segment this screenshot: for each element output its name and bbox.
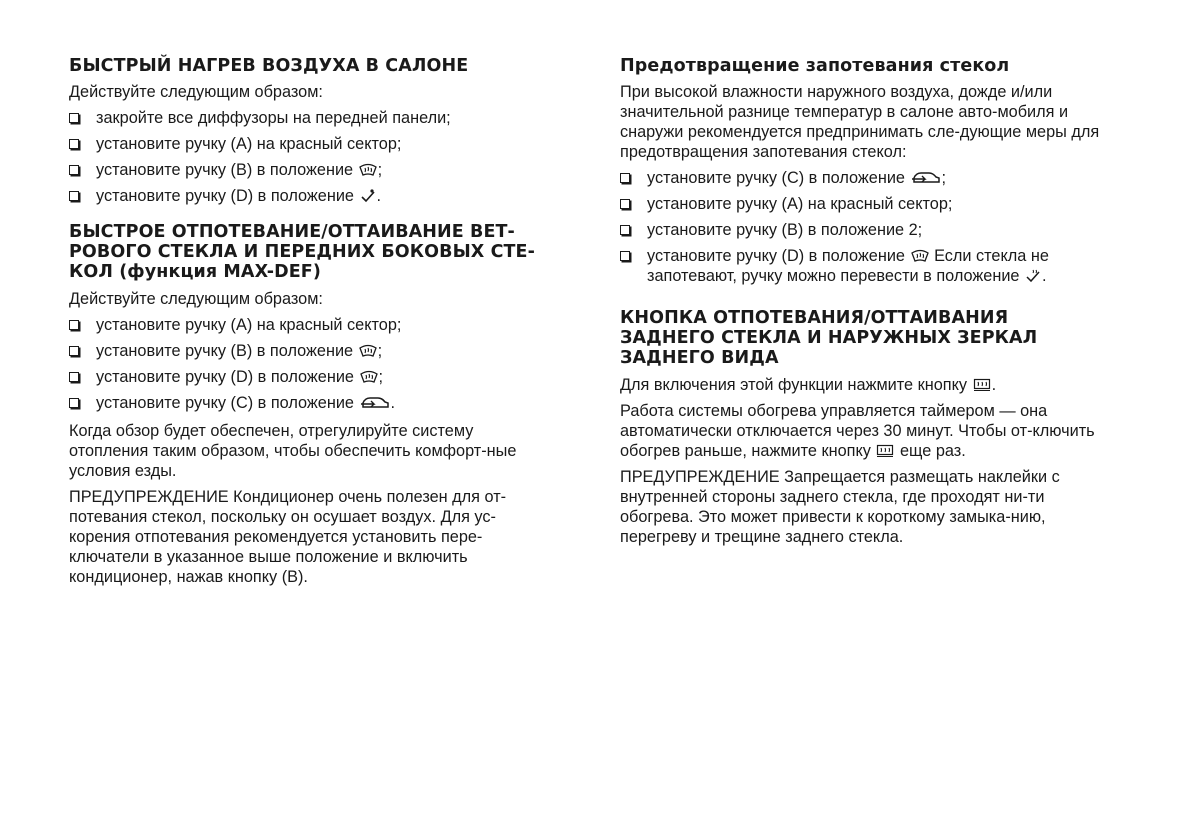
checkbox-bullet-icon [69, 113, 79, 123]
rear-defrost-icon [973, 378, 991, 392]
list-item: установите ручку (В) в положение ; [69, 341, 557, 361]
rear-defrost-icon [876, 444, 894, 458]
checkbox-bullet-icon [69, 191, 79, 201]
section-title-rear-defrost: КНОПКА ОТПОТЕВАНИЯ/ОТТАИВАНИЯ ЗАДНЕГО СТЕКЛА И НАРУЖНЫХ ЗЕРКАЛ ЗАДНЕГО ВИДА [620, 308, 1038, 368]
list-item: установите ручку (А) на красный сектор; [69, 134, 557, 154]
paragraph-comfort: Когда обзор будет обеспечен, отрегулируйте систему отопления таким образом, чтобы обеспечить комфорт-ные условия езды. [69, 422, 517, 480]
checkbox-bullet-icon [69, 372, 79, 382]
checkbox-bullet-icon [69, 139, 79, 149]
list-item: установите ручку (D) в положение Если стекла не запотевают, ручку можно перевести в положение . [620, 246, 1108, 286]
left-column [69, 56, 557, 593]
outside-air-icon [911, 171, 941, 185]
list-item: установите ручку (В) в положение ; [69, 160, 557, 180]
list-item: установите ручку (А) на красный сектор; [69, 315, 557, 335]
list-item: установите ручку (С) в положение ; [620, 168, 1108, 188]
section-intro: При высокой влажности наружного воздуха, дожде и/или значительной разнице температур в салоне авто-мобиля и снаружи рекомендуется предпринимать сле-дующие меры для предотвращения запотевания стекол: [620, 83, 1100, 161]
feet-airflow-icon [360, 189, 376, 203]
windshield-defrost-icon [911, 249, 929, 263]
checkbox-bullet-icon [620, 225, 630, 235]
list-item: установите ручку (В) в положение 2; [620, 220, 1108, 240]
checkbox-bullet-icon [620, 199, 630, 209]
list-item: установите ручку (С) в положение . [69, 393, 557, 413]
instruction-list [69, 108, 557, 206]
checkbox-bullet-icon [620, 251, 630, 261]
list-item: закройте все диффузоры на передней панели; [69, 108, 557, 128]
checkbox-bullet-icon [69, 165, 79, 175]
windshield-defrost-icon [360, 370, 378, 384]
paragraph-timer: Работа системы обогрева управляется таймером — она автоматически отключается через 30 минут. Чтобы от-ключить обогрев раньше, нажмите кнопку еще раз. [620, 402, 1095, 460]
checkbox-bullet-icon [69, 398, 79, 408]
checkbox-bullet-icon [69, 320, 79, 330]
warning-paragraph: ПРЕДУПРЕЖДЕНИЕ Кондиционер очень полезен для от-потевания стекол, поскольку он осушает воздух. Для ус-корения отпотевания рекомендуется установить пере-ключатели в указанное выше положение и включить кондиционер, нажав кнопку (В). [69, 488, 507, 586]
paragraph-enable: Для включения этой функции нажмите кнопку . [620, 376, 997, 394]
list-item: установите ручку (D) в положение ; [69, 367, 557, 387]
section-title-prevent-fogging: Предотвращение запотевания стекол [620, 56, 1010, 76]
list-item: установите ручку (А) на красный сектор; [620, 194, 1108, 214]
section-title-quick-heating: БЫСТРЫЙ НАГРЕВ ВОЗДУХА В САЛОНЕ [69, 56, 469, 76]
warning-paragraph: ПРЕДУПРЕЖДЕНИЕ Запрещается размещать наклейки с внутренней стороны заднего стекла, где проходят ни-ти обогрева. Это может привести к короткому замыка-нию, перегреву и трещине заднего стекла. [620, 468, 1060, 546]
windshield-defrost-icon [359, 344, 377, 358]
section-intro: Действуйте следующим образом: [69, 83, 323, 101]
windshield-defrost-icon [359, 163, 377, 177]
instruction-list [620, 168, 1108, 286]
list-item: установите ручку (D) в положение . [69, 186, 557, 206]
checkbox-bullet-icon [69, 346, 79, 356]
section-intro: Действуйте следующим образом: [69, 290, 323, 308]
instruction-list [69, 315, 557, 413]
defrost-feet-icon [1025, 269, 1041, 283]
checkbox-bullet-icon [620, 173, 630, 183]
right-column [620, 56, 1108, 553]
outside-air-icon [360, 396, 390, 410]
section-title-max-def: БЫСТРОЕ ОТПОТЕВАНИЕ/ОТТАИВАНИЕ ВЕТ- РОВОГО СТЕКЛА И ПЕРЕДНИХ БОКОВЫХ СТЕ- КОЛ (функция MAX-DEF) [69, 222, 535, 282]
